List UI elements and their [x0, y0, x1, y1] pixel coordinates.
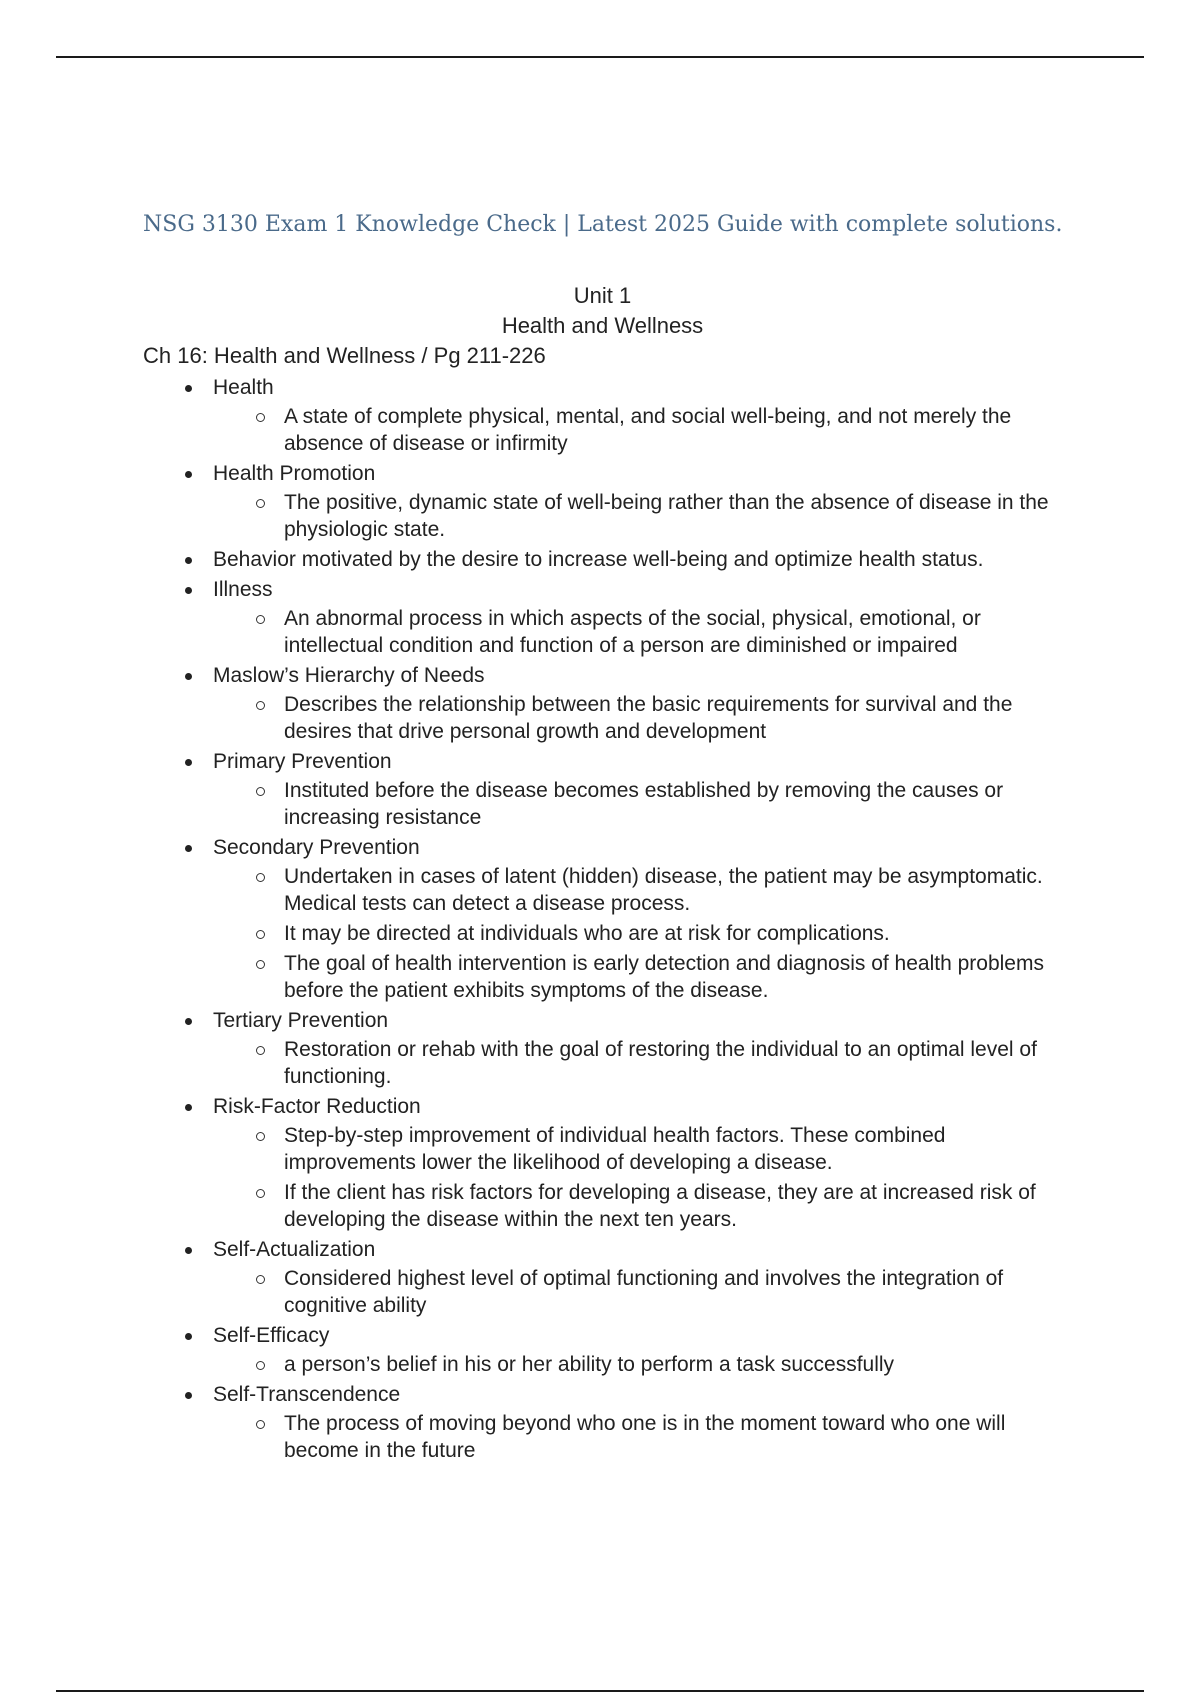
term-item	[213, 546, 1073, 573]
definition-list	[213, 1036, 1073, 1090]
term-item	[213, 576, 1073, 659]
hollow-bullet-icon	[256, 930, 265, 939]
term-label: Self-Efficacy	[213, 1324, 330, 1347]
bullet-icon	[185, 471, 192, 478]
term-label: Health Promotion	[213, 462, 376, 485]
definition-item	[284, 691, 1073, 745]
definition-text: a person’s belief in his or her ability to perform a task successfully	[284, 1353, 895, 1376]
definition-list	[213, 1265, 1073, 1319]
definition-text: Describes the relationship between the basic requirements for survival and the desires that drive personal growth and development	[284, 693, 1013, 743]
hollow-bullet-icon	[256, 960, 265, 969]
term-label: Secondary Prevention	[213, 836, 420, 859]
hollow-bullet-icon	[256, 787, 265, 796]
definition-item	[284, 950, 1073, 1004]
definition-list	[213, 777, 1073, 831]
term-label: Behavior motivated by the desire to increase well-being and optimize health status.	[213, 548, 984, 571]
terms-list	[213, 374, 1073, 1467]
definition-text: Step-by-step improvement of individual health factors. These combined improvements lower the likelihood of developing a disease.	[284, 1124, 946, 1174]
term-item	[213, 1007, 1073, 1090]
definition-text: A state of complete physical, mental, and social well-being, and not merely the absence of disease or infirmity	[284, 405, 1012, 455]
hollow-bullet-icon	[256, 1420, 265, 1429]
bullet-icon	[185, 385, 192, 392]
document-title: NSG 3130 Exam 1 Knowledge Check | Latest 2025 Guide with complete solutions.	[143, 212, 1063, 237]
term-label: Self-Actualization	[213, 1238, 376, 1261]
term-item	[213, 834, 1073, 1004]
definition-list	[213, 691, 1073, 745]
bullet-icon	[185, 1247, 192, 1254]
term-label: Health	[213, 376, 274, 399]
definition-list	[213, 1410, 1073, 1464]
definition-item	[284, 489, 1073, 543]
bullet-icon	[185, 1018, 192, 1025]
definition-item	[284, 1265, 1073, 1319]
definition-item	[284, 777, 1073, 831]
definition-item	[284, 1122, 1073, 1176]
term-label: Maslow’s Hierarchy of Needs	[213, 664, 485, 687]
term-item	[213, 1236, 1073, 1319]
definition-item	[284, 1179, 1073, 1233]
hollow-bullet-icon	[256, 1361, 265, 1370]
term-label: Primary Prevention	[213, 750, 392, 773]
definition-item	[284, 1410, 1073, 1464]
bullet-icon	[185, 557, 192, 564]
hollow-bullet-icon	[256, 413, 265, 422]
definition-text: If the client has risk factors for developing a disease, they are at increased risk of developing the disease within the next ten years.	[284, 1181, 1036, 1231]
term-item	[213, 748, 1073, 831]
bullet-icon	[185, 845, 192, 852]
definition-item	[284, 920, 1073, 947]
chapter-heading: Ch 16: Health and Wellness / Pg 211-226	[143, 343, 546, 368]
term-label: Tertiary Prevention	[213, 1009, 389, 1032]
hollow-bullet-icon	[256, 1275, 265, 1284]
definition-text: Instituted before the disease becomes established by removing the causes or increasing resistance	[284, 779, 1004, 829]
definition-item	[284, 1351, 1073, 1378]
hollow-bullet-icon	[256, 1189, 265, 1198]
hollow-bullet-icon	[256, 615, 265, 624]
bullet-icon	[185, 759, 192, 766]
definition-item	[284, 403, 1073, 457]
definition-text: Undertaken in cases of latent (hidden) disease, the patient may be asymptomatic. Medical tests can detect a disease process.	[284, 865, 1043, 915]
term-item	[213, 1093, 1073, 1233]
definition-text: The positive, dynamic state of well-being rather than the absence of disease in the physiologic state.	[284, 491, 1049, 541]
definition-item	[284, 605, 1073, 659]
definition-item	[284, 863, 1073, 917]
header-rule	[56, 56, 1144, 58]
term-label: Self-Transcendence	[213, 1383, 401, 1406]
bullet-icon	[185, 1392, 192, 1399]
definition-text: Considered highest level of optimal functioning and involves the integration of cognitive ability	[284, 1267, 1004, 1317]
bullet-icon	[185, 1333, 192, 1340]
definition-list	[213, 605, 1073, 659]
definition-text: Restoration or rehab with the goal of restoring the individual to an optimal level of functioning.	[284, 1038, 1037, 1088]
bullet-icon	[185, 673, 192, 680]
hollow-bullet-icon	[256, 701, 265, 710]
definition-text: The process of moving beyond who one is in the moment toward who one will become in the future	[284, 1412, 1006, 1462]
definition-text: An abnormal process in which aspects of the social, physical, emotional, or intellectual condition and function of a person are diminished or impaired	[284, 607, 981, 657]
definition-list	[213, 1351, 1073, 1378]
unit-name: Health and Wellness	[501, 313, 704, 338]
term-label: Risk-Factor Reduction	[213, 1095, 421, 1118]
hollow-bullet-icon	[256, 1132, 265, 1141]
term-item	[213, 460, 1073, 543]
footer-rule	[56, 1690, 1144, 1692]
definition-list	[213, 1122, 1073, 1233]
definition-text: The goal of health intervention is early detection and diagnosis of health problems before the patient exhibits symptoms of the disease.	[284, 952, 1044, 1002]
hollow-bullet-icon	[256, 499, 265, 508]
definition-item	[284, 1036, 1073, 1090]
bullet-icon	[185, 587, 192, 594]
definition-text: It may be directed at individuals who are at risk for complications.	[284, 922, 890, 945]
hollow-bullet-icon	[256, 873, 265, 882]
unit-number: Unit 1	[573, 283, 632, 308]
term-item	[213, 662, 1073, 745]
bullet-icon	[185, 1104, 192, 1111]
term-item	[213, 1381, 1073, 1464]
definition-list	[213, 863, 1073, 1004]
hollow-bullet-icon	[256, 1046, 265, 1055]
term-label: Illness	[213, 578, 273, 601]
term-item	[213, 374, 1073, 457]
definition-list	[213, 489, 1073, 543]
definition-list	[213, 403, 1073, 457]
term-item	[213, 1322, 1073, 1378]
